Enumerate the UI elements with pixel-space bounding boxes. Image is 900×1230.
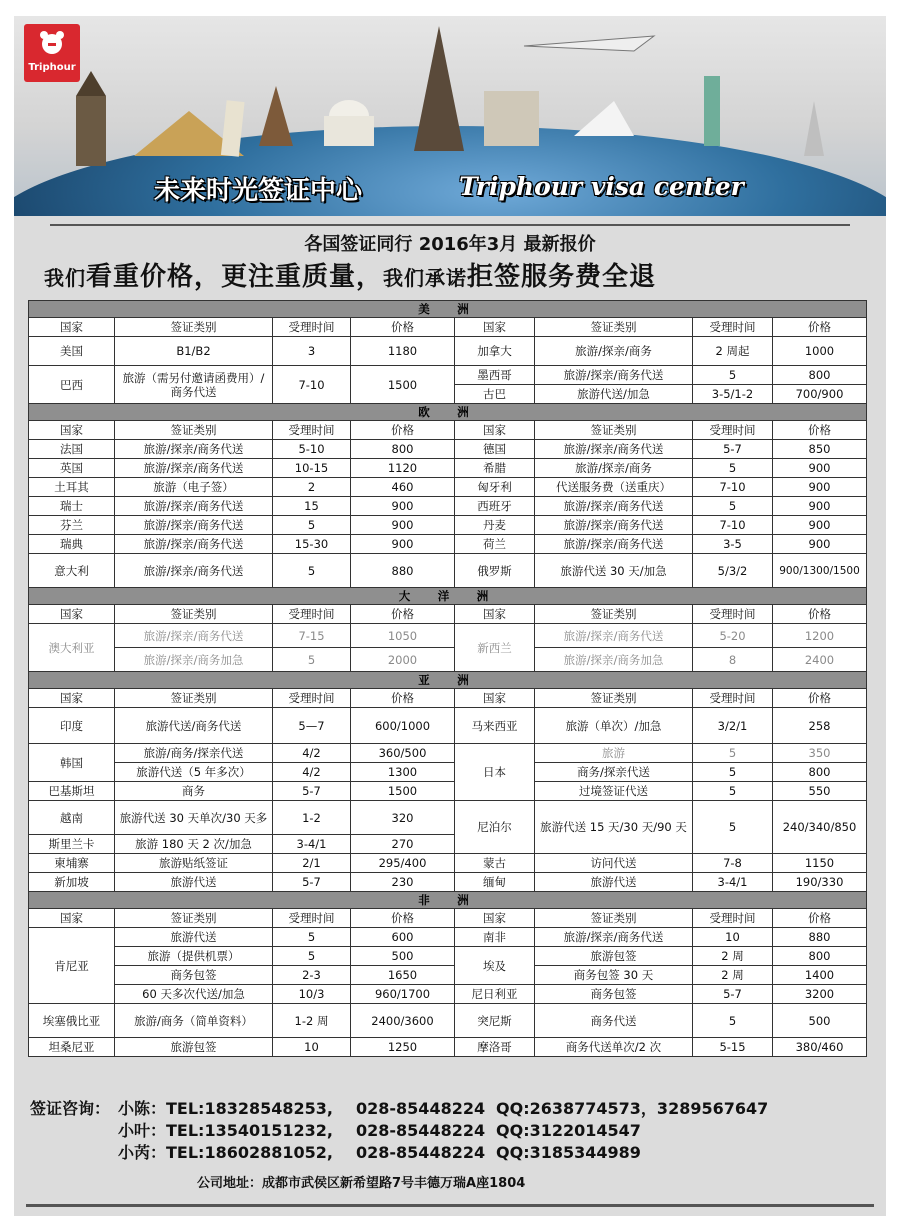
company-address: 公司地址：成都市武侯区新希望路7号丰德万瑞A座1804 xyxy=(197,1176,526,1191)
price-cell: 900 xyxy=(773,478,867,497)
col-header-type: 签证类别 xyxy=(115,909,273,928)
bear-logo-icon xyxy=(39,30,65,56)
country-cell: 丹麦 xyxy=(455,516,535,535)
time-cell: 7-10 xyxy=(693,478,773,497)
time-cell: 4/2 xyxy=(273,744,351,763)
slogan-part-b: 看重价格，更注重质量， xyxy=(86,262,384,292)
price-cell: 320 xyxy=(351,801,455,835)
type-cell: 访问代送 xyxy=(535,854,693,873)
col-header-price: 价格 xyxy=(773,421,867,440)
time-cell: 5 xyxy=(693,497,773,516)
table-row xyxy=(29,708,867,744)
country-cell: 巴西 xyxy=(29,366,115,404)
price-cell: 800 xyxy=(773,366,867,385)
col-header-time: 受理时间 xyxy=(693,605,773,624)
price-cell: 258 xyxy=(773,708,867,744)
time-cell: 2 xyxy=(273,478,351,497)
price-cell: 900 xyxy=(351,535,455,554)
country-cell: 斯里兰卡 xyxy=(29,835,115,854)
type-cell: 旅游（需另付邀请函费用）/商务代送 xyxy=(115,366,273,404)
type-cell: 旅游代送 xyxy=(115,873,273,892)
time-cell: 15 xyxy=(273,497,351,516)
price-cell: 360/500 xyxy=(351,744,455,763)
country-cell: 俄罗斯 xyxy=(455,554,535,588)
time-cell: 5 xyxy=(273,928,351,947)
time-cell: 10-15 xyxy=(273,459,351,478)
price-cell: 1150 xyxy=(773,854,867,873)
type-cell: 旅游/探亲/商务 xyxy=(535,459,693,478)
price-cell: 900 xyxy=(773,459,867,478)
table-row xyxy=(29,744,867,763)
type-cell: 旅游/探亲/商务代送 xyxy=(115,624,273,648)
table-row xyxy=(29,1038,867,1057)
table-row xyxy=(29,928,867,947)
price-cell: 1050 xyxy=(351,624,455,648)
col-header-time: 受理时间 xyxy=(693,421,773,440)
time-cell: 5 xyxy=(273,947,351,966)
country-cell: 坦桑尼亚 xyxy=(29,1038,115,1057)
type-cell: 旅游（提供机票） xyxy=(115,947,273,966)
country-cell: 突尼斯 xyxy=(455,1004,535,1038)
contact-qq: QQ:3185344989 xyxy=(496,1143,641,1162)
time-cell: 5 xyxy=(693,782,773,801)
time-cell: 2-3 xyxy=(273,966,351,985)
col-header-time: 受理时间 xyxy=(273,909,351,928)
subtitle: 各国签证同行 2016年3月 最新报价 xyxy=(50,224,850,256)
time-cell: 3 xyxy=(273,337,351,366)
col-header-country: 国家 xyxy=(29,689,115,708)
country-cell: 匈牙利 xyxy=(455,478,535,497)
type-cell: 商务代送单次/2 次 xyxy=(535,1038,693,1057)
country-cell: 西班牙 xyxy=(455,497,535,516)
country-cell: 南非 xyxy=(455,928,535,947)
country-cell: 德国 xyxy=(455,440,535,459)
type-cell: 旅游/探亲/商务代送 xyxy=(535,624,693,648)
type-cell: 商务包签 30 天 xyxy=(535,966,693,985)
price-cell: 900 xyxy=(773,535,867,554)
price-cell: 2400 xyxy=(773,648,867,672)
col-header-country: 国家 xyxy=(29,318,115,337)
country-cell: 加拿大 xyxy=(455,337,535,366)
price-cell: 295/400 xyxy=(351,854,455,873)
col-header-time: 受理时间 xyxy=(273,605,351,624)
country-cell: 韩国 xyxy=(29,744,115,782)
time-cell: 2 周 xyxy=(693,947,773,966)
type-cell: 旅游/探亲/商务代送 xyxy=(535,535,693,554)
price-cell: 700/900 xyxy=(773,385,867,404)
time-cell: 5-7 xyxy=(693,440,773,459)
country-cell: 芬兰 xyxy=(29,516,115,535)
col-header-time: 受理时间 xyxy=(693,318,773,337)
col-header-country: 国家 xyxy=(29,421,115,440)
price-cell: 600/1000 xyxy=(351,708,455,744)
col-header-type: 签证类别 xyxy=(115,318,273,337)
type-cell: 旅游（单次）/加急 xyxy=(535,708,693,744)
type-cell: 旅游/探亲/商务 xyxy=(535,337,693,366)
type-cell: 旅游/探亲/商务代送 xyxy=(115,497,273,516)
type-cell: 旅游贴纸签证 xyxy=(115,854,273,873)
price-cell: 800 xyxy=(773,947,867,966)
price-cell: 460 xyxy=(351,478,455,497)
price-cell: 500 xyxy=(773,1004,867,1038)
table-row xyxy=(29,478,867,497)
time-cell: 2/1 xyxy=(273,854,351,873)
type-cell: 旅游包签 xyxy=(115,1038,273,1057)
col-header-country: 国家 xyxy=(29,605,115,624)
flyer xyxy=(14,16,886,1216)
region-row-americas xyxy=(29,301,867,318)
country-cell: 澳大利亚 xyxy=(29,624,115,672)
price-cell: 800 xyxy=(773,763,867,782)
region-row-oceania xyxy=(29,588,867,605)
type-cell: 旅游代送 15 天/30 天/90 天 xyxy=(535,801,693,854)
time-cell: 5-10 xyxy=(273,440,351,459)
type-cell: 旅游代送 30 天单次/30 天多 xyxy=(115,801,273,835)
price-cell: 1180 xyxy=(351,337,455,366)
country-cell: 印度 xyxy=(29,708,115,744)
country-cell: 尼日利亚 xyxy=(455,985,535,1004)
price-cell: 1500 xyxy=(351,782,455,801)
region-label: 非 洲 xyxy=(29,892,867,909)
time-cell: 10 xyxy=(273,1038,351,1057)
region-label: 大 洋 洲 xyxy=(29,588,867,605)
time-cell: 5-7 xyxy=(273,873,351,892)
table-row xyxy=(29,648,867,672)
time-cell: 5 xyxy=(693,744,773,763)
country-cell: 巴基斯坦 xyxy=(29,782,115,801)
region-row-africa xyxy=(29,892,867,909)
col-header-country: 国家 xyxy=(455,318,535,337)
type-cell: 旅游/探亲/商务代送 xyxy=(535,516,693,535)
price-cell: 2400/3600 xyxy=(351,1004,455,1038)
price-cell: 880 xyxy=(773,928,867,947)
type-cell: 旅游/探亲/商务代送 xyxy=(535,366,693,385)
country-cell: 摩洛哥 xyxy=(455,1038,535,1057)
slogan-part-c: 我们承诺 xyxy=(383,266,468,290)
country-cell: 蒙古 xyxy=(455,854,535,873)
country-cell: 瑞典 xyxy=(29,535,115,554)
slogan-part-d: 拒签服务费全退 xyxy=(467,262,657,292)
landmarks-illustration xyxy=(14,16,886,216)
contact-label: 签证咨询： xyxy=(30,1099,111,1118)
time-cell: 7-10 xyxy=(693,516,773,535)
time-cell: 5 xyxy=(273,648,351,672)
col-header-time: 受理时间 xyxy=(693,909,773,928)
country-cell: 新加坡 xyxy=(29,873,115,892)
table-row xyxy=(29,966,867,985)
type-cell: 旅游代送 xyxy=(115,928,273,947)
time-cell: 5 xyxy=(693,366,773,385)
type-cell: 旅游/商务（简单资料） xyxy=(115,1004,273,1038)
price-cell: 500 xyxy=(351,947,455,966)
type-cell: 旅游 xyxy=(535,744,693,763)
table-row xyxy=(29,497,867,516)
price-cell: 880 xyxy=(351,554,455,588)
time-cell: 7-15 xyxy=(273,624,351,648)
region-label: 美 洲 xyxy=(29,301,867,318)
country-cell: 意大利 xyxy=(29,554,115,588)
type-cell: 旅游/探亲/商务加急 xyxy=(115,648,273,672)
time-cell: 8 xyxy=(693,648,773,672)
col-header-price: 价格 xyxy=(351,689,455,708)
type-cell: 旅游代送/加急 xyxy=(535,385,693,404)
time-cell: 5 xyxy=(693,763,773,782)
type-cell: 旅游/探亲/商务代送 xyxy=(535,928,693,947)
logo-text: Triphour xyxy=(28,62,76,73)
price-cell: 900 xyxy=(351,497,455,516)
time-cell: 3/2/1 xyxy=(693,708,773,744)
table-row xyxy=(29,1004,867,1038)
country-cell: 越南 xyxy=(29,801,115,835)
country-cell: 古巴 xyxy=(455,385,535,404)
price-cell: 600 xyxy=(351,928,455,947)
col-header-country: 国家 xyxy=(455,421,535,440)
type-cell: 旅游/探亲/商务代送 xyxy=(115,459,273,478)
col-header-type: 签证类别 xyxy=(535,689,693,708)
country-cell: 美国 xyxy=(29,337,115,366)
country-cell: 英国 xyxy=(29,459,115,478)
table-row xyxy=(29,337,867,366)
type-cell: 商务包签 xyxy=(115,966,273,985)
price-cell: 190/330 xyxy=(773,873,867,892)
type-cell: 旅游/探亲/商务代送 xyxy=(115,516,273,535)
col-header-time: 受理时间 xyxy=(693,689,773,708)
slogan-part-a: 我们 xyxy=(44,266,86,290)
table-row xyxy=(29,854,867,873)
type-cell: 旅游/探亲/商务代送 xyxy=(535,497,693,516)
table-row xyxy=(29,440,867,459)
type-cell: 商务/探亲代送 xyxy=(535,763,693,782)
col-header-country: 国家 xyxy=(29,909,115,928)
col-header-price: 价格 xyxy=(773,909,867,928)
type-cell: 过境签证代送 xyxy=(535,782,693,801)
header-row xyxy=(29,909,867,928)
type-cell: 旅游代送 30 天/加急 xyxy=(535,554,693,588)
contact-qq: QQ:3122014547 xyxy=(496,1121,641,1140)
table-row xyxy=(29,459,867,478)
col-header-price: 价格 xyxy=(351,605,455,624)
contact-name-tel[interactable]: 小芮：TEL:18602881052, xyxy=(118,1143,333,1162)
col-header-country: 国家 xyxy=(455,605,535,624)
region-row-asia xyxy=(29,672,867,689)
col-header-type: 签证类别 xyxy=(115,605,273,624)
type-cell: 旅游代送 xyxy=(535,873,693,892)
col-header-price: 价格 xyxy=(351,909,455,928)
time-cell: 5 xyxy=(273,554,351,588)
time-cell: 5/3/2 xyxy=(693,554,773,588)
time-cell: 5 xyxy=(693,801,773,854)
time-cell: 4/2 xyxy=(273,763,351,782)
region-row-europe xyxy=(29,404,867,421)
time-cell: 3-4/1 xyxy=(273,835,351,854)
price-cell: 380/460 xyxy=(773,1038,867,1057)
bottom-divider xyxy=(26,1204,874,1207)
type-cell: 旅游代送/商务代送 xyxy=(115,708,273,744)
table-row xyxy=(29,624,867,648)
slogan xyxy=(44,256,656,293)
col-header-type: 签证类别 xyxy=(535,909,693,928)
type-cell: 旅游/探亲/商务代送 xyxy=(535,440,693,459)
type-cell: 60 天多次代送/加急 xyxy=(115,985,273,1004)
price-cell: 1650 xyxy=(351,966,455,985)
price-cell: 1300 xyxy=(351,763,455,782)
table-row xyxy=(29,985,867,1004)
country-cell: 墨西哥 xyxy=(455,366,535,385)
col-header-price: 价格 xyxy=(773,689,867,708)
time-cell: 1-2 xyxy=(273,801,351,835)
table-row xyxy=(29,535,867,554)
country-cell: 柬埔寨 xyxy=(29,854,115,873)
type-cell: 旅游/探亲/商务代送 xyxy=(115,535,273,554)
time-cell: 3-5 xyxy=(693,535,773,554)
country-cell: 新西兰 xyxy=(455,624,535,672)
type-cell: 商务代送 xyxy=(535,1004,693,1038)
price-cell: 1250 xyxy=(351,1038,455,1057)
price-cell: 900 xyxy=(773,516,867,535)
time-cell: 10/3 xyxy=(273,985,351,1004)
type-cell: 旅游/探亲/商务代送 xyxy=(115,554,273,588)
country-cell: 埃及 xyxy=(455,947,535,985)
time-cell: 5 xyxy=(693,459,773,478)
region-label: 亚 洲 xyxy=(29,672,867,689)
price-cell: 900 xyxy=(773,497,867,516)
table-row xyxy=(29,554,867,588)
country-cell: 马来西亚 xyxy=(455,708,535,744)
price-cell: 960/1700 xyxy=(351,985,455,1004)
price-cell: 3200 xyxy=(773,985,867,1004)
table-row xyxy=(29,782,867,801)
triphour-logo xyxy=(24,24,80,82)
col-header-price: 价格 xyxy=(773,605,867,624)
header-row xyxy=(29,421,867,440)
country-cell: 缅甸 xyxy=(455,873,535,892)
price-cell: 900 xyxy=(351,516,455,535)
country-cell: 法国 xyxy=(29,440,115,459)
banner-title-en: Triphour visa center xyxy=(459,172,744,201)
time-cell: 7-10 xyxy=(273,366,351,404)
header-row xyxy=(29,318,867,337)
time-cell: 5-20 xyxy=(693,624,773,648)
type-cell: 旅游/探亲/商务代送 xyxy=(115,440,273,459)
type-cell: 旅游/探亲/商务加急 xyxy=(535,648,693,672)
price-cell: 1000 xyxy=(773,337,867,366)
price-cell: 1500 xyxy=(351,366,455,404)
col-header-price: 价格 xyxy=(351,318,455,337)
table-row xyxy=(29,801,867,835)
contact-name-tel[interactable]: 小陈：TEL:18328548253, xyxy=(118,1099,333,1118)
col-header-time: 受理时间 xyxy=(273,689,351,708)
price-cell: 800 xyxy=(351,440,455,459)
time-cell: 15-30 xyxy=(273,535,351,554)
time-cell: 7-8 xyxy=(693,854,773,873)
table-row xyxy=(29,873,867,892)
col-header-price: 价格 xyxy=(351,421,455,440)
type-cell: 旅游代送（5 年多次） xyxy=(115,763,273,782)
contact-name-tel[interactable]: 小叶：TEL:13540151232, xyxy=(118,1121,333,1140)
price-cell: 1400 xyxy=(773,966,867,985)
time-cell: 5-15 xyxy=(693,1038,773,1057)
country-cell: 土耳其 xyxy=(29,478,115,497)
price-table xyxy=(28,300,867,1057)
type-cell: 旅游/商务/探亲代送 xyxy=(115,744,273,763)
time-cell: 1-2 周 xyxy=(273,1004,351,1038)
table-row xyxy=(29,763,867,782)
country-cell: 瑞士 xyxy=(29,497,115,516)
price-cell: 850 xyxy=(773,440,867,459)
time-cell: 5—7 xyxy=(273,708,351,744)
time-cell: 5 xyxy=(273,516,351,535)
type-cell: 旅游 180 天 2 次/加急 xyxy=(115,835,273,854)
contact-qq: QQ:2638774573，3289567647 xyxy=(496,1099,769,1118)
contact-phone[interactable]: 028-85448224 xyxy=(356,1121,486,1140)
time-cell: 10 xyxy=(693,928,773,947)
type-cell: 旅游（电子签） xyxy=(115,478,273,497)
price-cell: 270 xyxy=(351,835,455,854)
type-cell: 代送服务费（送重庆） xyxy=(535,478,693,497)
contact-phone[interactable]: 028-85448224 xyxy=(356,1099,486,1118)
price-cell: 900/1300/1500 xyxy=(773,554,867,588)
time-cell: 3-4/1 xyxy=(693,873,773,892)
price-cell: 240/340/850 xyxy=(773,801,867,854)
price-cell: 550 xyxy=(773,782,867,801)
col-header-type: 签证类别 xyxy=(535,318,693,337)
col-header-type: 签证类别 xyxy=(115,421,273,440)
region-label: 欧 洲 xyxy=(29,404,867,421)
contact-phone[interactable]: 028-85448224 xyxy=(356,1143,486,1162)
time-cell: 5-7 xyxy=(273,782,351,801)
col-header-type: 签证类别 xyxy=(115,689,273,708)
col-header-time: 受理时间 xyxy=(273,318,351,337)
col-header-country: 国家 xyxy=(455,909,535,928)
type-cell: 商务 xyxy=(115,782,273,801)
col-header-price: 价格 xyxy=(773,318,867,337)
type-cell: B1/B2 xyxy=(115,337,273,366)
time-cell: 5 xyxy=(693,1004,773,1038)
country-cell: 尼泊尔 xyxy=(455,801,535,854)
country-cell: 埃塞俄比亚 xyxy=(29,1004,115,1038)
type-cell: 旅游包签 xyxy=(535,947,693,966)
price-cell: 1120 xyxy=(351,459,455,478)
country-cell: 希腊 xyxy=(455,459,535,478)
header-row xyxy=(29,605,867,624)
banner-title-cn: 未来时光签证中心 xyxy=(154,176,363,206)
col-header-time: 受理时间 xyxy=(273,421,351,440)
col-header-type: 签证类别 xyxy=(535,421,693,440)
table-row xyxy=(29,366,867,385)
price-cell: 230 xyxy=(351,873,455,892)
price-cell: 350 xyxy=(773,744,867,763)
col-header-country: 国家 xyxy=(455,689,535,708)
country-cell: 荷兰 xyxy=(455,535,535,554)
table-row xyxy=(29,516,867,535)
price-cell: 1200 xyxy=(773,624,867,648)
header-row xyxy=(29,689,867,708)
time-cell: 3-5/1-2 xyxy=(693,385,773,404)
country-cell: 日本 xyxy=(455,744,535,801)
banner xyxy=(14,16,886,216)
price-cell: 2000 xyxy=(351,648,455,672)
type-cell: 商务包签 xyxy=(535,985,693,1004)
time-cell: 2 周起 xyxy=(693,337,773,366)
col-header-type: 签证类别 xyxy=(535,605,693,624)
country-cell: 肯尼亚 xyxy=(29,928,115,1004)
time-cell: 2 周 xyxy=(693,966,773,985)
table-row xyxy=(29,947,867,966)
time-cell: 5-7 xyxy=(693,985,773,1004)
